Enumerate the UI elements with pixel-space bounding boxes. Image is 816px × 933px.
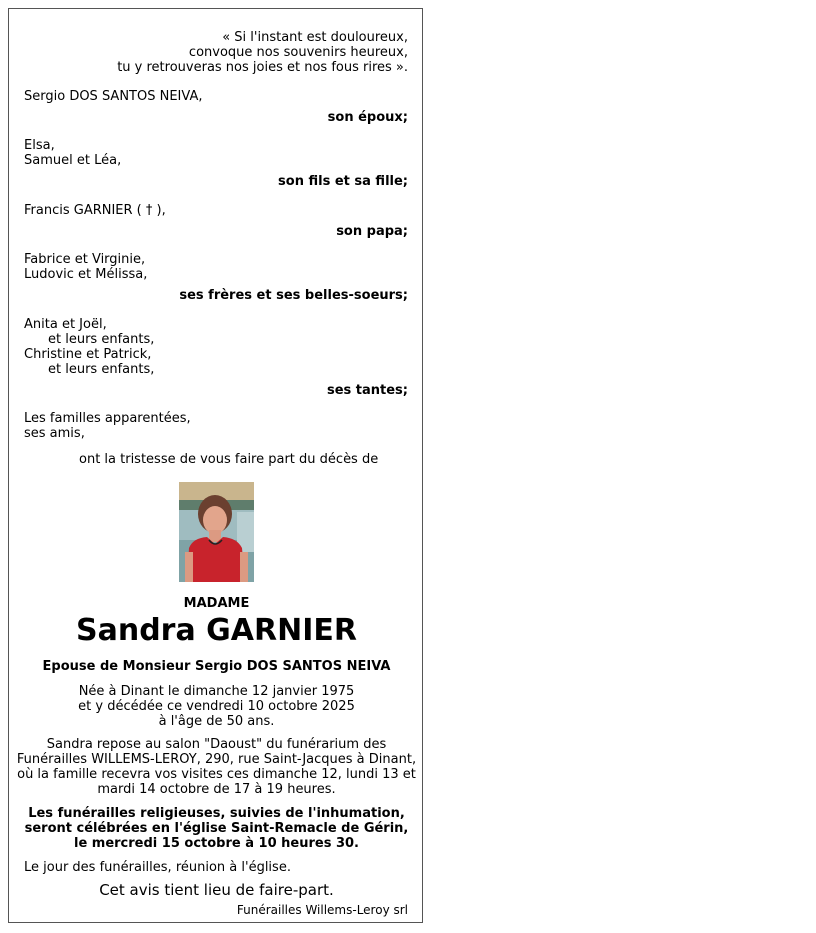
obituary-card	[8, 8, 423, 923]
aunts-line-1: Anita et Joël,	[24, 317, 107, 332]
aunts-line-2: et leurs enfants,	[48, 332, 155, 347]
aunts-role: ses tantes;	[326, 383, 408, 398]
children-line-2: Samuel et Léa,	[24, 153, 122, 168]
children-line-1: Elsa,	[24, 138, 55, 153]
portrait-illustration	[179, 482, 254, 582]
visitation-line-1: Sandra repose au salon "Daoust" du funérarium des	[46, 737, 387, 752]
birth-line-2: et y décédée ce vendredi 10 octobre 2025	[78, 699, 355, 714]
siblings-line-2: Ludovic et Mélissa,	[24, 267, 148, 282]
father-role: son papa;	[336, 224, 408, 239]
announcement: ont la tristesse de vous faire part du décès de	[79, 452, 379, 467]
visitation-line-4: mardi 14 octobre de 17 à 19 heures.	[97, 782, 336, 797]
funeral-line-3: le mercredi 15 octobre à 10 heures 30.	[73, 836, 360, 851]
siblings-line-1: Fabrice et Virginie,	[24, 252, 146, 267]
epigraph-line-2: convoque nos souvenirs heureux,	[188, 45, 408, 60]
visitation-line-2: Funérailles WILLEMS-LEROY, 290, rue Saint-Jacques à Dinant,	[16, 752, 417, 767]
funeral-home-signature: Funérailles Willems-Leroy srl	[236, 903, 408, 917]
epigraph-line-1: « Si l'instant est douloureux,	[222, 30, 408, 45]
birth-line-3: à l'âge de 50 ans.	[158, 714, 275, 729]
siblings-role: ses frères et ses belles-soeurs;	[179, 288, 408, 303]
children-role: son fils et sa fille;	[278, 174, 408, 189]
husband-name: Sergio DOS SANTOS NEIVA,	[24, 89, 203, 104]
portrait-photo	[179, 482, 254, 582]
father-name: Francis GARNIER ( † ),	[24, 203, 166, 218]
relatives-line-2: ses amis,	[24, 426, 85, 441]
deceased-title: MADAME	[183, 596, 250, 611]
aunts-line-4: et leurs enfants,	[48, 362, 155, 377]
relatives-line-1: Les familles apparentées,	[24, 411, 191, 426]
funeral-line-2: seront célébrées en l'église Saint-Remacle de Gérin,	[24, 821, 409, 836]
aunts-line-3: Christine et Patrick,	[24, 347, 152, 362]
funeral-line-1: Les funérailles religieuses, suivies de l'inhumation,	[28, 806, 405, 821]
meeting-line: Le jour des funérailles, réunion à l'église.	[24, 860, 291, 875]
spouse-line: Epouse de Monsieur Sergio DOS SANTOS NEIVA	[42, 659, 391, 674]
birth-line-1: Née à Dinant le dimanche 12 janvier 1975	[78, 684, 355, 699]
notice-line: Cet avis tient lieu de faire-part.	[99, 881, 334, 899]
deceased-name: Sandra GARNIER	[76, 613, 357, 648]
husband-role: son époux;	[327, 110, 408, 125]
epigraph-line-3: tu y retrouveras nos joies et nos fous rires ».	[117, 60, 408, 75]
visitation-line-3: où la famille recevra vos visites ces dimanche 12, lundi 13 et	[17, 767, 416, 782]
